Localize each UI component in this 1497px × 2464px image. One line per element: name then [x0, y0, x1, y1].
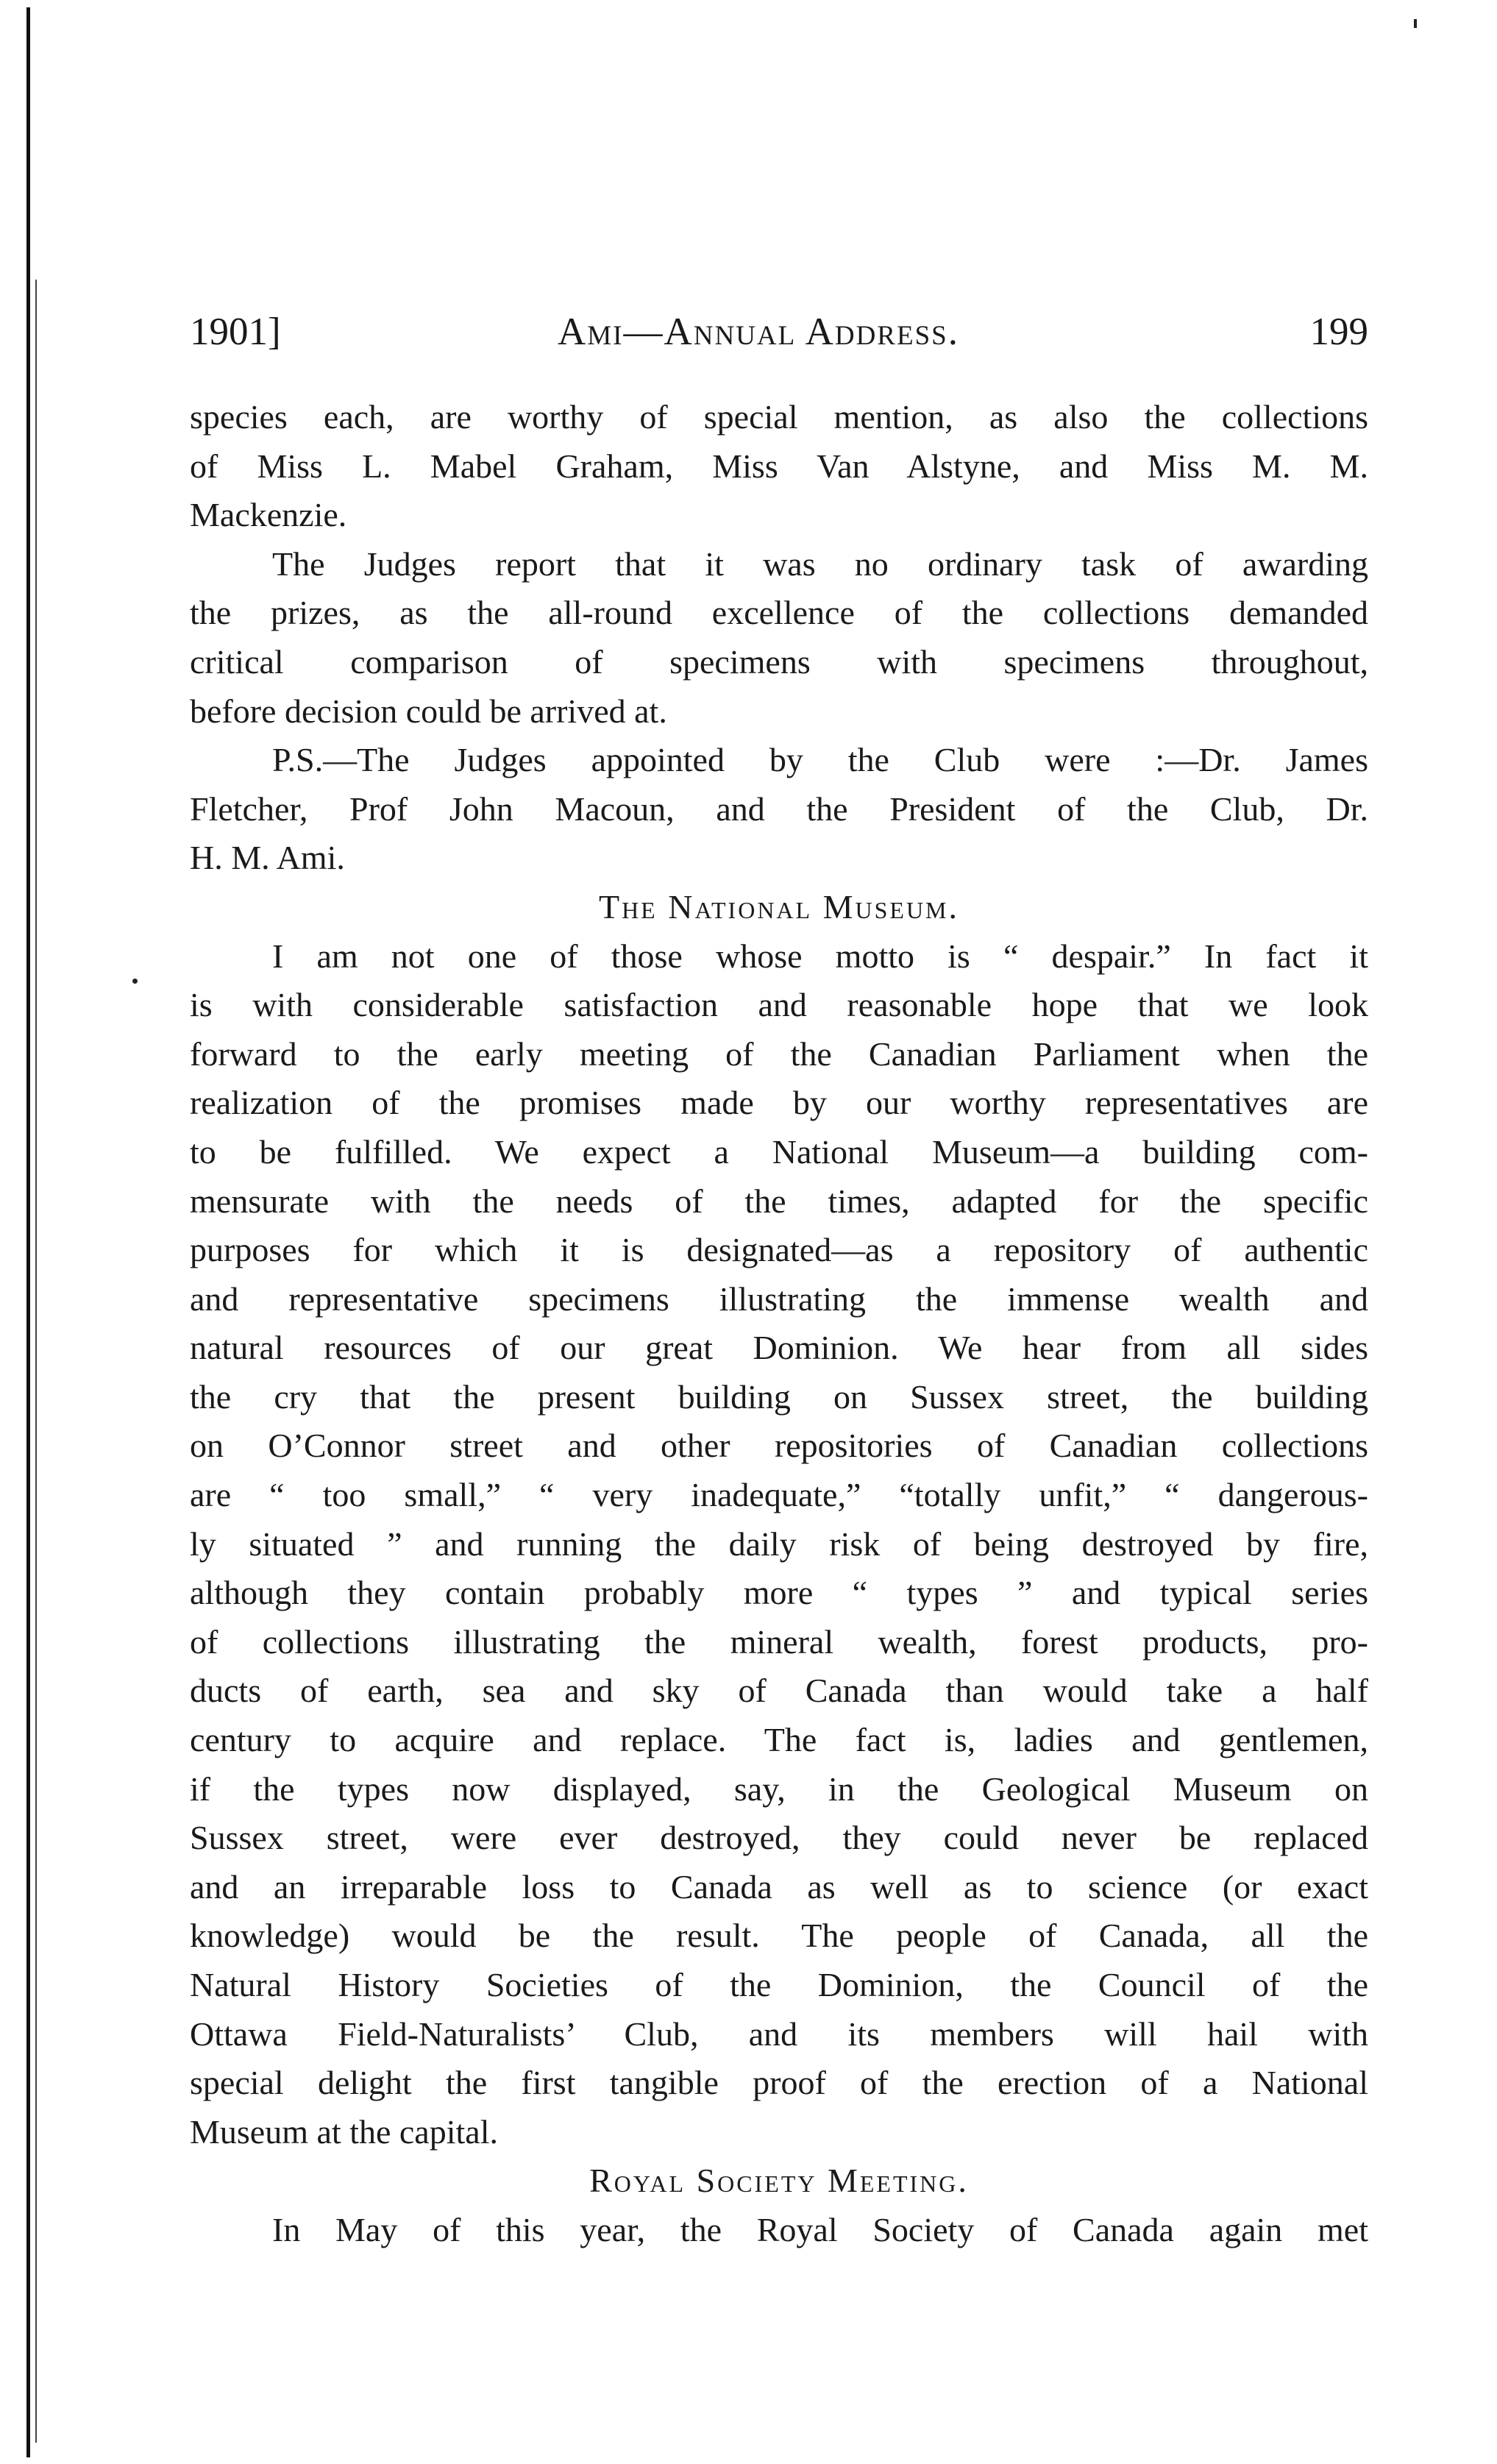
text-line: Sussex street, were ever destroyed, they could never be replaced [190, 1819, 1368, 1857]
text-line: of collections illustrating the mineral wealth, forest products, pro- [190, 1622, 1368, 1661]
text-line: critical comparison of specimens with specimens throughout, [190, 642, 1368, 681]
running-header [190, 306, 1368, 358]
text-line: Natural History Societies of the Dominion, the Council of the [190, 1966, 1368, 2003]
text-line: Mackenzie. [190, 496, 347, 534]
margin-mark [132, 979, 138, 984]
text-line: mensurate with the needs of the times, adapted for the specific [190, 1182, 1368, 1220]
scan-mark [1414, 19, 1417, 28]
text-line: The Judges report that it was no ordinary task of awarding [272, 544, 1368, 583]
text-line: In May of this year, the Royal Society of Canada again met [272, 2210, 1368, 2248]
running-title: Ami—Annual Address. [558, 310, 959, 353]
text-line: and an irreparable loss to Canada as well as to science (or exact [190, 1867, 1368, 1906]
text-line: realization of the promises made by our worthy representatives are [190, 1084, 1368, 1122]
text-line: special delight the first tangible proof of the erection of a National [190, 2064, 1368, 2102]
text-line: is with considerable satisfaction and reasonable hope that we look [190, 986, 1368, 1024]
section-heading: Royal Society Meeting. [589, 2162, 969, 2200]
text-line: before decision could be arrived at. [190, 692, 667, 730]
text-line: ducts of earth, sea and sky of Canada than would take a half [190, 1672, 1368, 1710]
text-line: the prizes, as the all-round excellence of the collections demanded [190, 594, 1368, 632]
text-line: P.S.—The Judges appointed by the Club were :—Dr. James [272, 741, 1368, 779]
scan-binding-shadow [35, 280, 37, 2443]
text-line: the cry that the present building on Sussex street, the building [190, 1377, 1368, 1416]
text-line: of Miss L. Mabel Graham, Miss Van Alstyne, and Miss M. M. [190, 447, 1368, 485]
text-line: Fletcher, Prof John Macoun, and the President of the Club, Dr. [190, 789, 1368, 828]
text-line: and representative specimens illustrating the immense wealth and [190, 1279, 1368, 1318]
page-number: 199 [1309, 310, 1368, 353]
text-line: on O’Connor street and other repositories of Canadian collections [190, 1427, 1368, 1465]
text-line: to be fulfilled. We expect a National Museum—a building com- [190, 1132, 1368, 1171]
scan-binding-edge [26, 7, 30, 2457]
text-line: forward to the early meeting of the Canadian Parliament when the [190, 1034, 1368, 1073]
text-line: ly situated ” and running the daily risk of being destroyed by fire, [190, 1524, 1368, 1563]
text-line: are “ too small,” “ very inadequate,” “totally unfit,” “ dangerous- [190, 1476, 1368, 1514]
text-line: knowledge) would be the result. The people of Canada, all the [190, 1917, 1368, 1955]
text-line: species each, are worthy of special mention, as also the collections [190, 398, 1368, 436]
text-line: Museum at the capital. [190, 2112, 498, 2151]
section-heading: The National Museum. [598, 887, 960, 926]
text-line: natural resources of our great Dominion. We hear from all sides [190, 1329, 1368, 1367]
text-line: purposes for which it is designated—as a repository of authentic [190, 1231, 1368, 1269]
text-line: I am not one of those whose motto is “ despair.” In fact it [272, 937, 1368, 975]
header-year: 1901] [190, 310, 281, 353]
page-body [190, 393, 1368, 2255]
text-line: century to acquire and replace. The fact is, ladies and gentlemen, [190, 1721, 1368, 1759]
text-line: H. M. Ami. [190, 839, 345, 877]
text-line: if the types now displayed, say, in the Geological Museum on [190, 1769, 1368, 1808]
text-line: Ottawa Field-Naturalists’ Club, and its members will hail with [190, 2014, 1368, 2053]
text-line: although they contain probably more “ types ” and typical series [190, 1574, 1368, 1612]
